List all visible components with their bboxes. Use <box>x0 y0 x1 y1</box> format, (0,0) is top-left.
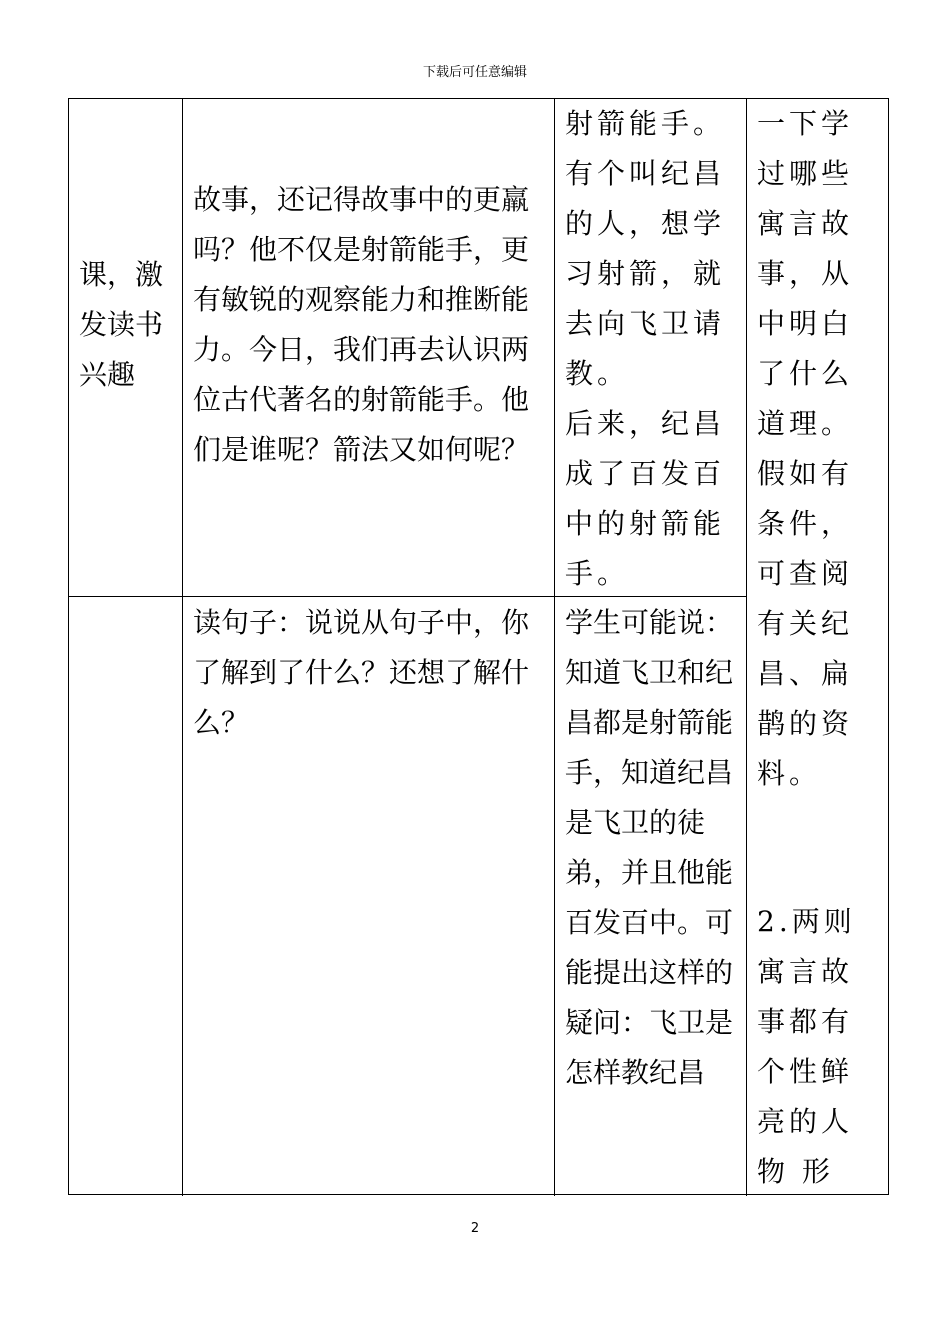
design-intent-cell-part1: 一下学过哪些寓言故事，从中明白了什么道理。假如有条件，可查阅有关纪昌、扁鹊的资料。 <box>757 107 854 790</box>
page-number: 2 <box>470 1221 480 1236</box>
row2-student-activity-cell: 学生可能说：知道飞卫和纪昌都是射箭能手，知道纪昌是飞卫的徒弟，并且他能百发百中。可能提出这样的疑问：飞卫是怎样教纪昌 <box>565 606 734 1089</box>
row2-teacher-activity-cell: 读句子：说说从句子中，你了解到了什么？还想了解什么？ <box>193 606 530 739</box>
lesson-plan-table <box>68 98 889 1195</box>
page-header: 下载后可任意编辑 <box>422 65 527 80</box>
row1-stage-cell: 课，激发读书兴趣 <box>79 258 164 391</box>
row1-teacher-activity-cell: 故事，还记得故事中的更羸吗？他不仅是射箭能手，更有敏锐的观察能力和推断能力。今日，我们再去认识两位古代著名的射箭能手。他们是谁呢？箭法又如何呢？ <box>193 183 530 466</box>
column-divider-3 <box>746 99 747 1196</box>
row1-student-activity-cell: 射箭能手。有个叫纪昌的人，想学习射箭，就去向飞卫请教。 后来，纪昌成了百发百中的射箭能手。 <box>565 107 726 590</box>
column-divider-1 <box>182 99 183 1196</box>
design-intent-cell-part2: 2.两则寓言故事都有个性鲜亮的人物 形 <box>757 905 856 1188</box>
column-divider-2 <box>554 99 555 1196</box>
